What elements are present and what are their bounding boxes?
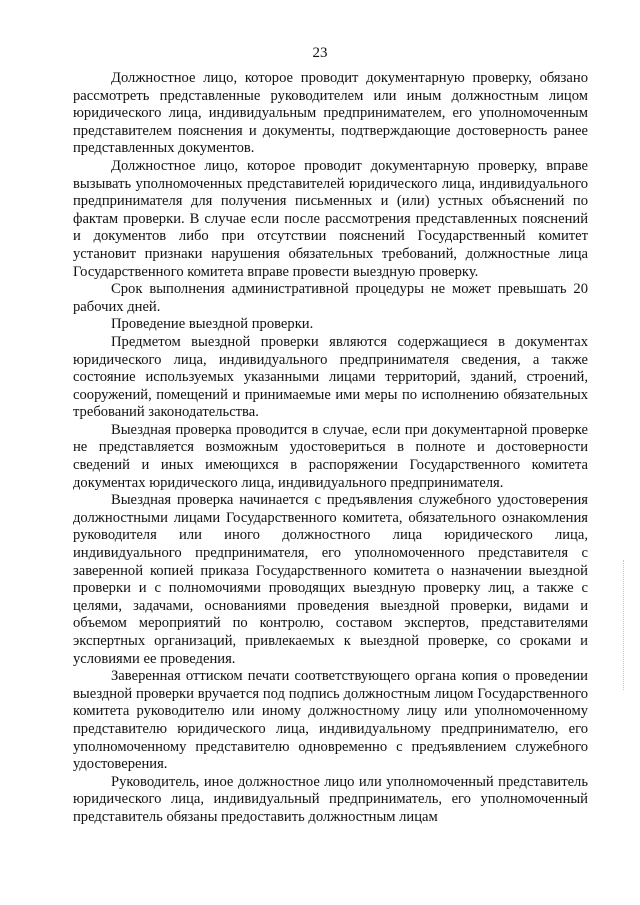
paragraph-4: Проведение выездной проверки. [111,316,314,333]
paragraph-1: Должностное лицо, которое проводит документарную проверку, обязано рассмотреть представленные руководителем или иным должностным лицом юридического лица, индивидуальным предпринимателем, его уполномоченным представителем пояснения и документы, подтверждающие достоверность ранее представленных документов. [73,70,588,157]
paragraph-9: Руководитель, иное должностное лицо или уполномоченный представитель юридического лица, индивидуальный предприниматель, его уполномоченный представитель обязаны предоставить должностным лицам [73,773,588,825]
paragraph-5: Предметом выездной проверки являются содержащиеся в документах юридического лица, индивидуального предпринимателя сведения, а также состояние используемых указанными лицами территорий, зданий, строений, сооружений, помещений и принимаемые ими меры по исполнению обязательных требований законодательства. [73,333,588,421]
scan-edge-mark [623,560,625,690]
paragraph-7: Выездная проверка начинается с предъявления служебного удостоверения должностными лицами Государственного комитета, обязательного ознакомления руководителя или иного должностного лица юридического лица, индивидуального предпринимателя, его уполномоченного представителя с заверенной копией приказа Государственного комитета о назначении выездной проверки и с полномочиями проводящих выездную проверку лиц, а также с целями, задачами, основаниями проведения выездной проверки, видами и объемом мероприятий по контролю, составом экспертов, представителями экспертных организаций, привлекаемых к выездной проверке, со сроками и условиями ее проведения. [73,492,588,667]
paragraph-6: Выездная проверка проводится в случае, если при документарной проверке не представляется возможным удостовериться в полноте и достоверности сведений и иных имеющихся в распоряжении Государственного комитета документах юридического лица, индивидуального предпринимателя. [73,421,588,491]
page-number: 23 [312,45,328,61]
paragraph-2: Должностное лицо, которое проводит документарную проверку, вправе вызывать уполномоченных представителей юридического лица, индивидуального предпринимателя для получения письменных и (или) устных объяснений по фактам проверки. В случае если после рассмотрения представленных пояснений и документов либо при отсутствии пояснений Государственный комитет установит признаки нарушения обязательных требований, должностные лица Государственного комитета вправе провести выездную проверку. [73,157,588,280]
paragraph-8: Заверенная оттиском печати соответствующего органа копия о проведении выездной проверки вручается под подпись должностным лицом Государственного комитета руководителю или иному должностному лицу или уполномоченному представителю юридического лица, индивидуальному предпринимателю, его уполномоченному представителю одновременно с предъявлением служебного удостоверения. [73,668,588,773]
document-body [73,70,588,827]
paragraph-3: Срок выполнения административной процедуры не может превышать 20 рабочих дней. [73,281,588,315]
